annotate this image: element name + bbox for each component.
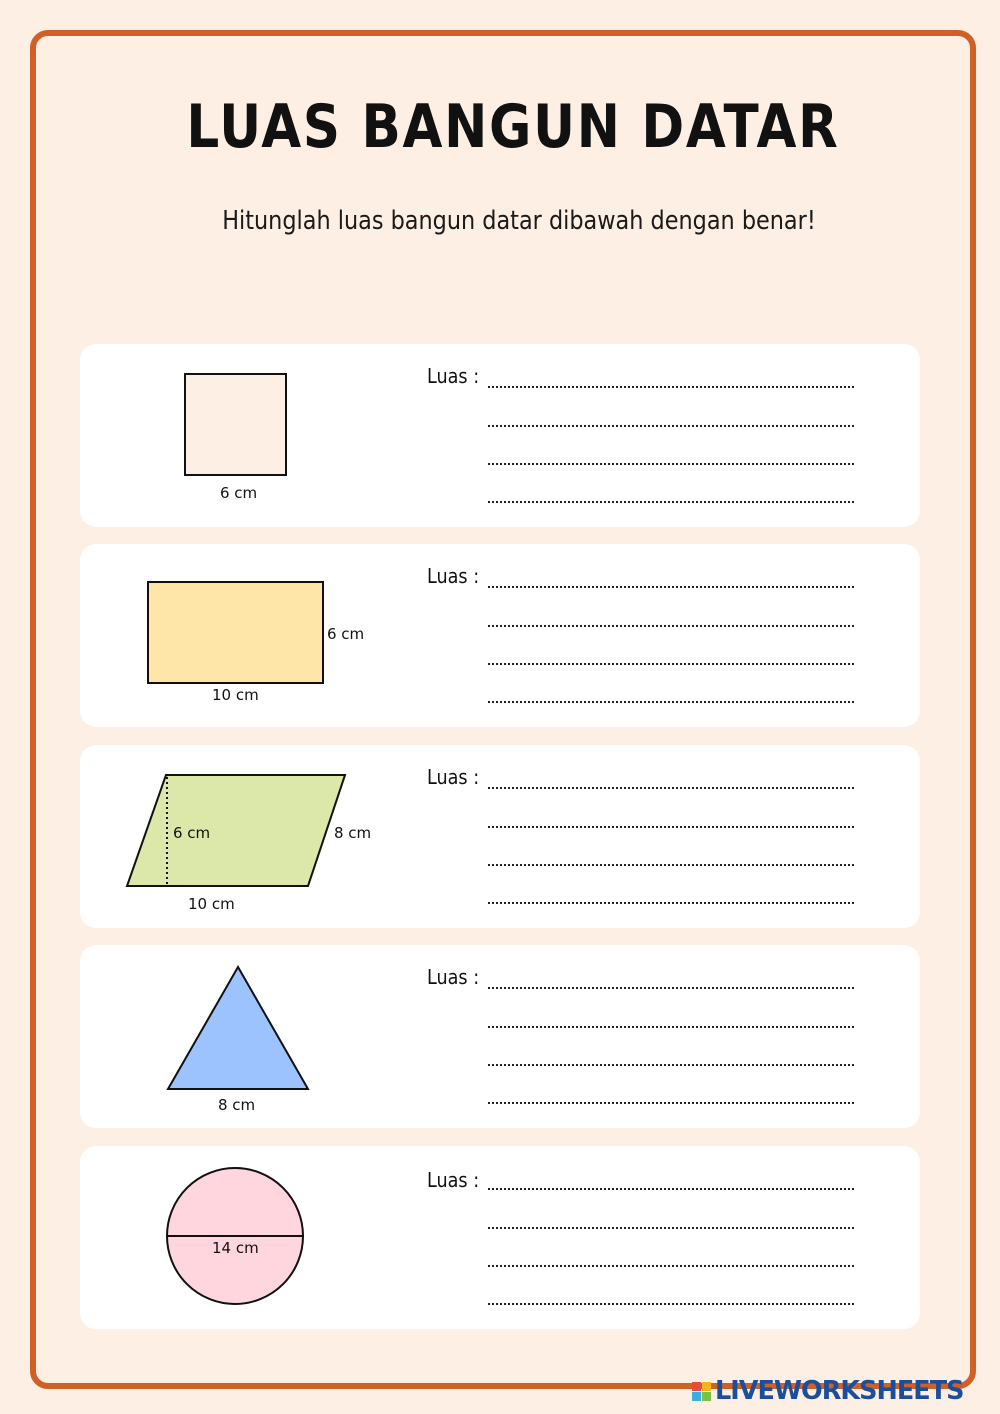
question-card-triangle	[80, 945, 920, 1128]
answer-line-2[interactable]	[488, 1026, 854, 1028]
question-card-rectangle	[80, 544, 920, 727]
circle-shape	[80, 1146, 400, 1329]
luas-label: Luas :	[427, 364, 480, 388]
answer-line-4[interactable]	[488, 1102, 854, 1104]
parallelogram-height-label: 6 cm	[173, 824, 211, 842]
luas-label: Luas :	[427, 965, 480, 989]
triangle-base-label: 8 cm	[218, 1096, 256, 1114]
luas-label: Luas :	[427, 1168, 480, 1192]
luas-label: Luas :	[427, 765, 480, 789]
answer-line-1[interactable]	[488, 987, 854, 989]
parallelogram-base-label: 10 cm	[188, 895, 235, 913]
answer-line-4[interactable]	[488, 701, 854, 703]
answer-line-3[interactable]	[488, 1064, 854, 1066]
liveworksheets-logo[interactable]	[692, 1375, 969, 1407]
question-card-square	[80, 344, 920, 527]
rectangle-length-label: 10 cm	[212, 686, 259, 704]
answer-line-4[interactable]	[488, 501, 854, 503]
answer-line-3[interactable]	[488, 663, 854, 665]
parallelogram-side-label: 8 cm	[334, 824, 372, 842]
page-title: LUAS BANGUN DATAR	[186, 92, 840, 162]
answer-line-1[interactable]	[488, 1188, 854, 1190]
answer-line-1[interactable]	[488, 386, 854, 388]
circle-diameter-label: 14 cm	[212, 1239, 259, 1257]
answer-line-2[interactable]	[488, 625, 854, 627]
answer-line-4[interactable]	[488, 1303, 854, 1305]
answer-line-1[interactable]	[488, 586, 854, 588]
rectangle-width-label: 6 cm	[327, 625, 365, 643]
answer-line-1[interactable]	[488, 787, 854, 789]
question-card-circle	[80, 1146, 920, 1329]
answer-line-2[interactable]	[488, 1227, 854, 1229]
luas-label: Luas :	[427, 564, 480, 588]
question-card-parallelogram	[80, 745, 920, 928]
liveworksheets-logo-icon	[692, 1382, 711, 1401]
answer-line-3[interactable]	[488, 864, 854, 866]
square-side-label: 6 cm	[220, 484, 258, 502]
answer-line-2[interactable]	[488, 826, 854, 828]
answer-line-2[interactable]	[488, 425, 854, 427]
logo-text: LIVEWORKSHEETS	[715, 1376, 964, 1406]
instruction-text: Hitunglah luas bangun datar dibawah dengan benar!	[222, 206, 816, 236]
answer-line-3[interactable]	[488, 1265, 854, 1267]
answer-line-4[interactable]	[488, 902, 854, 904]
answer-line-3[interactable]	[488, 463, 854, 465]
